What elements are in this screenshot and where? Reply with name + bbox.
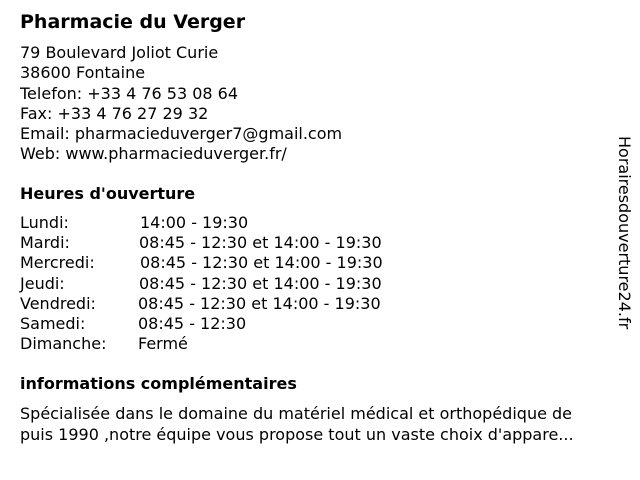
additional-info-heading: informations complémentaires — [20, 374, 297, 393]
time-value: 08:45 - 12:30 et 14:00 - 19:30 — [138, 293, 381, 313]
day-label: Dimanche: — [20, 334, 107, 354]
time-value: Fermé — [138, 334, 188, 354]
email-line: Email: pharmacieduverger7@gmail.com — [20, 124, 343, 144]
time-value: 08:45 - 12:30 et 14:00 - 19:30 — [140, 253, 383, 273]
day-label: Jeudi: — [20, 273, 65, 293]
contact-block — [20, 43, 342, 165]
phone-line: Telefon: +33 4 76 53 08 64 — [20, 83, 239, 103]
address-street: 79 Boulevard Joliot Curie — [20, 43, 219, 62]
time-value: 08:45 - 12:30 — [138, 313, 247, 333]
pharmacy-name: Pharmacie du Verger — [20, 11, 246, 33]
fax-line: Fax: +33 4 76 27 29 32 — [20, 103, 209, 123]
site-watermark: Horairesdouverture24.fr — [615, 136, 634, 330]
day-label: Lundi: — [20, 213, 69, 232]
day-label: Vendredi: — [20, 293, 96, 313]
description-line-2: puis 1990 ,notre équipe vous propose tout un vaste choix d'appare... — [20, 424, 574, 444]
day-label: Mardi: — [20, 233, 70, 253]
day-label: Samedi: — [20, 313, 86, 333]
address-city: 38600 Fontaine — [20, 63, 146, 83]
time-value: 14:00 - 19:30 — [140, 213, 249, 232]
time-value: 08:45 - 12:30 et 14:00 - 19:30 — [139, 233, 382, 253]
description-line-1: Spécialisée dans le domaine du matériel médical et orthopédique de — [20, 404, 573, 423]
time-value: 08:45 - 12:30 et 14:00 - 19:30 — [139, 273, 382, 293]
opening-hours-heading: Heures d'ouverture — [20, 184, 196, 203]
description-text — [20, 404, 630, 445]
day-label: Mercredi: — [20, 253, 95, 273]
web-line: Web: www.pharmacieduverger.fr/ — [20, 144, 287, 164]
